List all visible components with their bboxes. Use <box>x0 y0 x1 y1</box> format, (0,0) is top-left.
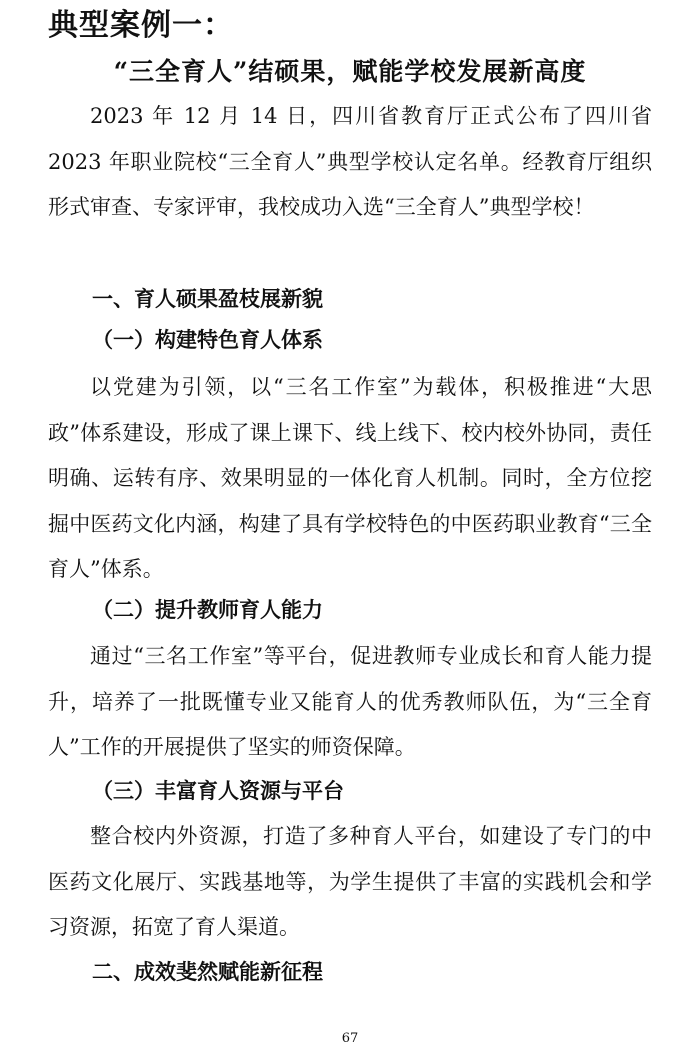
article-subtitle: “三全育人”结硕果，赋能学校发展新高度 <box>113 57 587 86</box>
page-number: 67 <box>341 1031 359 1046</box>
subsection-3-paragraph: 整合校内外资源，打造了多种育人平台，如建设了专门的中医药文化展厅、实践基地等，为学生提供了丰富的实践机会和学习资源，拓宽了育人渠道。 <box>48 824 652 939</box>
section-2-heading: 二、成效斐然赋能新征程 <box>92 960 323 984</box>
subsection-2-paragraph: 通过“三名工作室”等平台，促进教师专业成长和育人能力提升，培养了一批既懂专业又能育人的优秀教师队伍，为“三全育人”工作的开展提供了坚实的师资保障。 <box>48 644 652 759</box>
subsection-1-paragraph: 以党建为引领，以“三名工作室”为载体，积极推进“大思政”体系建设，形成了课上课下、线上线下、校内校外协同，责任明确、运转有序、效果明显的一体化育人机制。同时，全方位挖掘中医药文化内涵，构建了具有学校特色的中医药职业教育“三全育人”体系。 <box>48 375 652 581</box>
intro-paragraph: 2023 年 12 月 14 日，四川省教育厅正式公布了四川省 2023 年职业院校“三全育人”典型学校认定名单。经教育厅组织形式审查、专家评审，我校成功入选“三全育人”典型学校！ <box>48 104 652 219</box>
section-1-heading: 一、育人硕果盈枝展新貌 <box>92 287 323 311</box>
case-title: 典型案例一： <box>48 8 234 43</box>
subsection-3-heading: （三）丰富育人资源与平台 <box>92 778 344 803</box>
subsection-1-heading: （一）构建特色育人体系 <box>92 327 323 352</box>
subsection-2-heading: （二）提升教师育人能力 <box>92 597 323 622</box>
